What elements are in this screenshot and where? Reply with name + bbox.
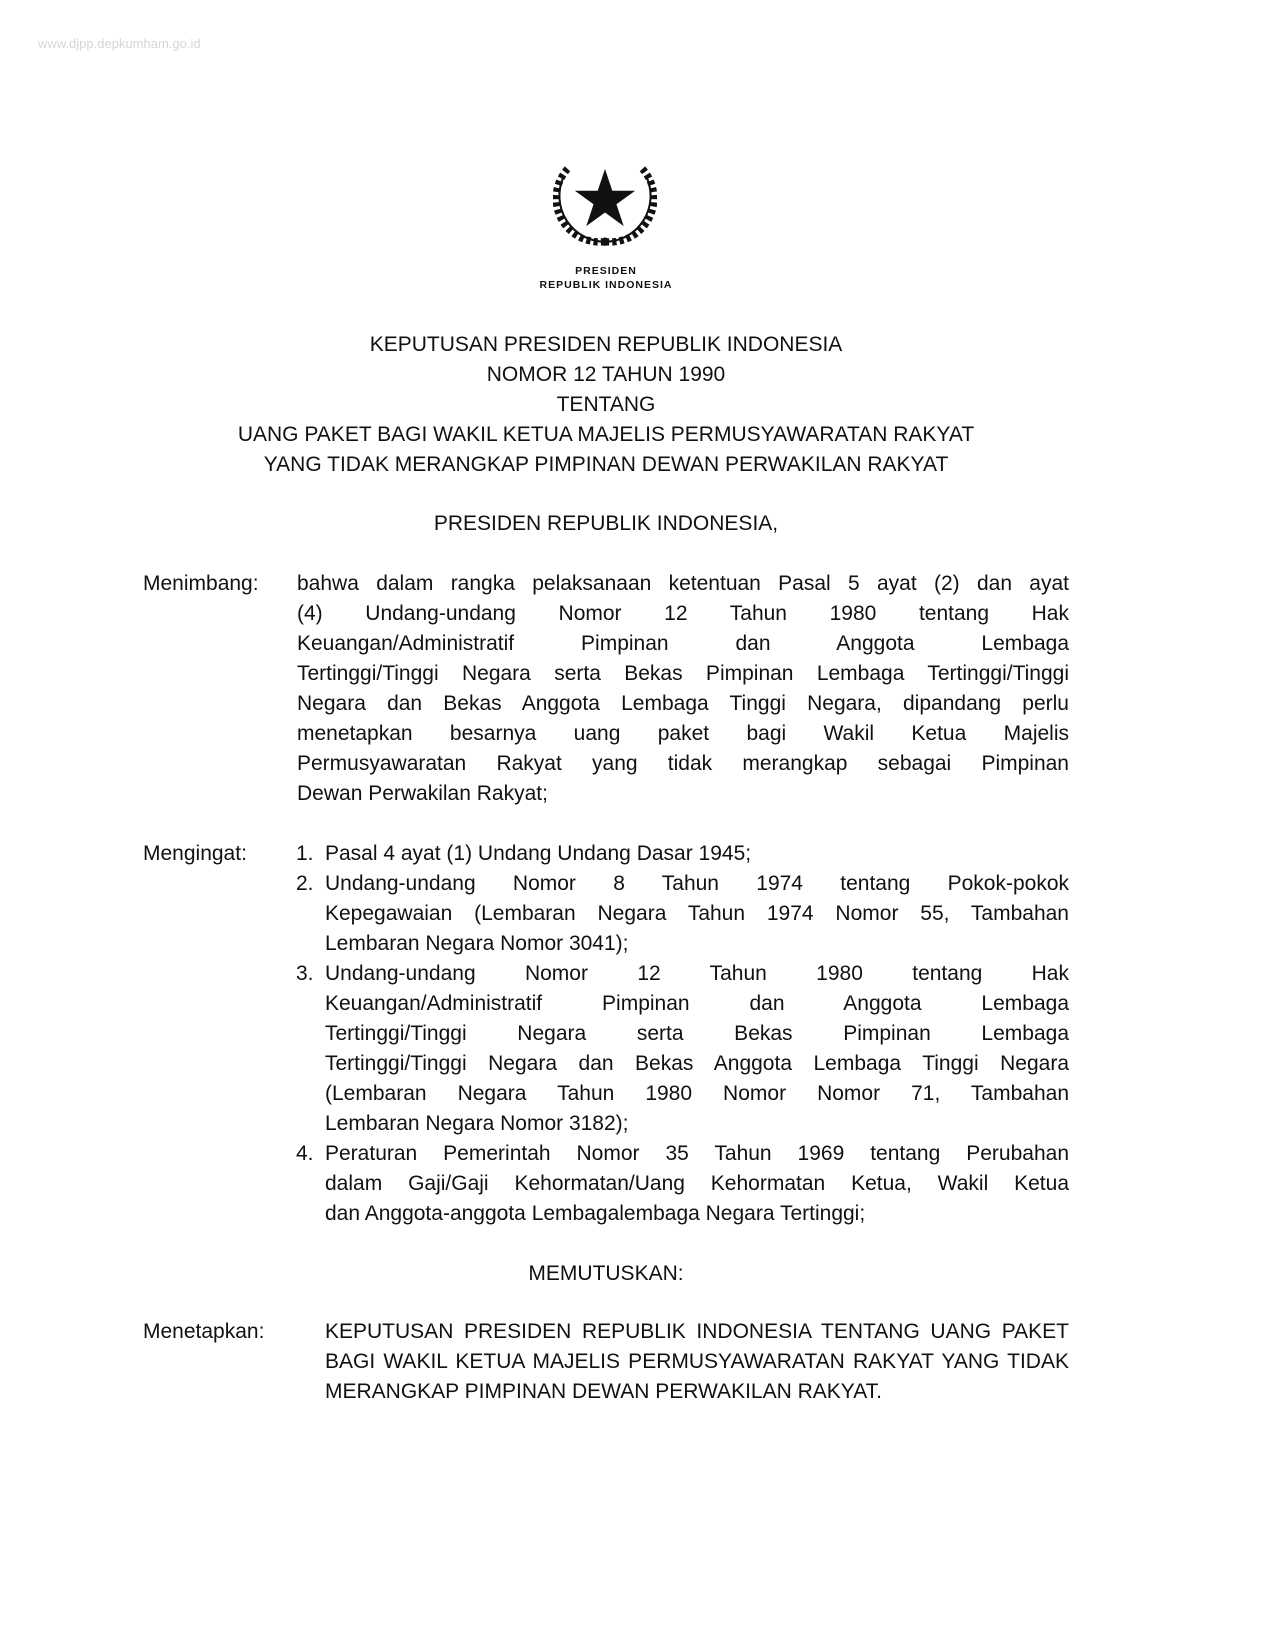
emblem-caption-2: REPUBLIK INDONESIA (539, 279, 673, 291)
text-line: dalam Gaji/Gaji Kehormatan/Uang Kehormatan Ketua, Wakil Ketua (325, 1172, 1069, 1195)
president-heading: PRESIDEN REPUBLIK INDONESIA, (433, 512, 779, 535)
text-line: MERANGKAP PIMPINAN DEWAN PERWAKILAN RAKYAT. (325, 1380, 883, 1403)
title-line: YANG TIDAK MERANGKAP PIMPINAN DEWAN PERWAKILAN RAKYAT (263, 453, 949, 476)
paragraph (296, 959, 1069, 1139)
title-line: NOMOR 12 TAHUN 1990 (486, 363, 726, 386)
text-line: dan Anggota-anggota Lembagalembaga Negara Tertinggi; (325, 1202, 866, 1225)
document-title (0, 330, 1212, 480)
text-line: Tertinggi/Tinggi Negara dan Bekas Anggota Lembaga Tinggi Negara (325, 1052, 1069, 1075)
paragraph (325, 1317, 1069, 1407)
menimbang-label: Menimbang: (143, 572, 259, 595)
title-line: TENTANG (556, 393, 656, 416)
text-line: Pasal 4 ayat (1) Undang Undang Dasar 1945; (325, 842, 752, 865)
text-line: Lembaran Negara Nomor 3182); (325, 1112, 629, 1135)
mengingat-label: Mengingat: (143, 842, 247, 865)
text-line: Kepegawaian (Lembaran Negara Tahun 1974 Nomor 55, Tambahan (325, 902, 1069, 925)
text-line: menetapkan besarnya uang paket bagi Wakil Ketua Majelis (297, 722, 1069, 745)
paragraph (297, 569, 1069, 809)
paragraph (296, 839, 1069, 869)
text-line: Tertinggi/Tinggi Negara serta Bekas Pimpinan Lembaga Tertinggi/Tinggi (297, 662, 1069, 685)
text-line: Permusyawaratan Rakyat yang tidak merangkap sebagai Pimpinan (297, 752, 1069, 775)
list-number: 1. (296, 842, 314, 865)
emblem-caption-1: PRESIDEN (575, 265, 637, 277)
paragraph (296, 869, 1069, 959)
text-line: Keuangan/Administratif Pimpinan dan Anggota Lembaga (325, 992, 1069, 1015)
text-line: Undang-undang Nomor 8 Tahun 1974 tentang Pokok-pokok (325, 872, 1069, 895)
list-number: 3. (296, 962, 314, 985)
mengingat-list (296, 839, 1069, 1229)
text-line: (4) Undang-undang Nomor 12 Tahun 1980 tentang Hak (297, 602, 1069, 625)
text-line: Tertinggi/Tinggi Negara serta Bekas Pimpinan Lembaga (325, 1022, 1069, 1045)
text-line: Undang-undang Nomor 12 Tahun 1980 tentang Hak (325, 962, 1069, 985)
list-number: 4. (296, 1142, 314, 1165)
memutuskan-heading: MEMUTUSKAN: (528, 1262, 684, 1285)
presidential-emblem-icon (553, 146, 657, 250)
text-line: (Lembaran Negara Tahun 1980 Nomor Nomor 71, Tambahan (325, 1082, 1069, 1105)
text-line: bahwa dalam rangka pelaksanaan ketentuan Pasal 5 ayat (2) dan ayat (297, 572, 1069, 595)
list-number: 2. (296, 872, 314, 895)
text-line: Keuangan/Administratif Pimpinan dan Anggota Lembaga (297, 632, 1069, 655)
text-line: Peraturan Pemerintah Nomor 35 Tahun 1969 tentang Perubahan (325, 1142, 1069, 1165)
text-line: BAGI WAKIL KETUA MAJELIS PERMUSYAWARATAN RAKYAT YANG TIDAK (325, 1350, 1069, 1373)
watermark: www.djpp.depkumham.go.id (38, 36, 201, 51)
paragraph (296, 1139, 1069, 1229)
menetapkan-text (325, 1317, 1069, 1407)
menetapkan-label: Menetapkan: (143, 1320, 265, 1343)
text-line: Negara dan Bekas Anggota Lembaga Tinggi Negara, dipandang perlu (297, 692, 1069, 715)
text-line: Lembaran Negara Nomor 3041); (325, 932, 629, 955)
text-line: Dewan Perwakilan Rakyat; (297, 782, 548, 805)
title-line: KEPUTUSAN PRESIDEN REPUBLIK INDONESIA (369, 333, 843, 356)
text-line: KEPUTUSAN PRESIDEN REPUBLIK INDONESIA TENTANG UANG PAKET (325, 1320, 1069, 1343)
title-line: UANG PAKET BAGI WAKIL KETUA MAJELIS PERMUSYAWARATAN RAKYAT (237, 423, 975, 446)
menimbang-text (297, 569, 1069, 809)
